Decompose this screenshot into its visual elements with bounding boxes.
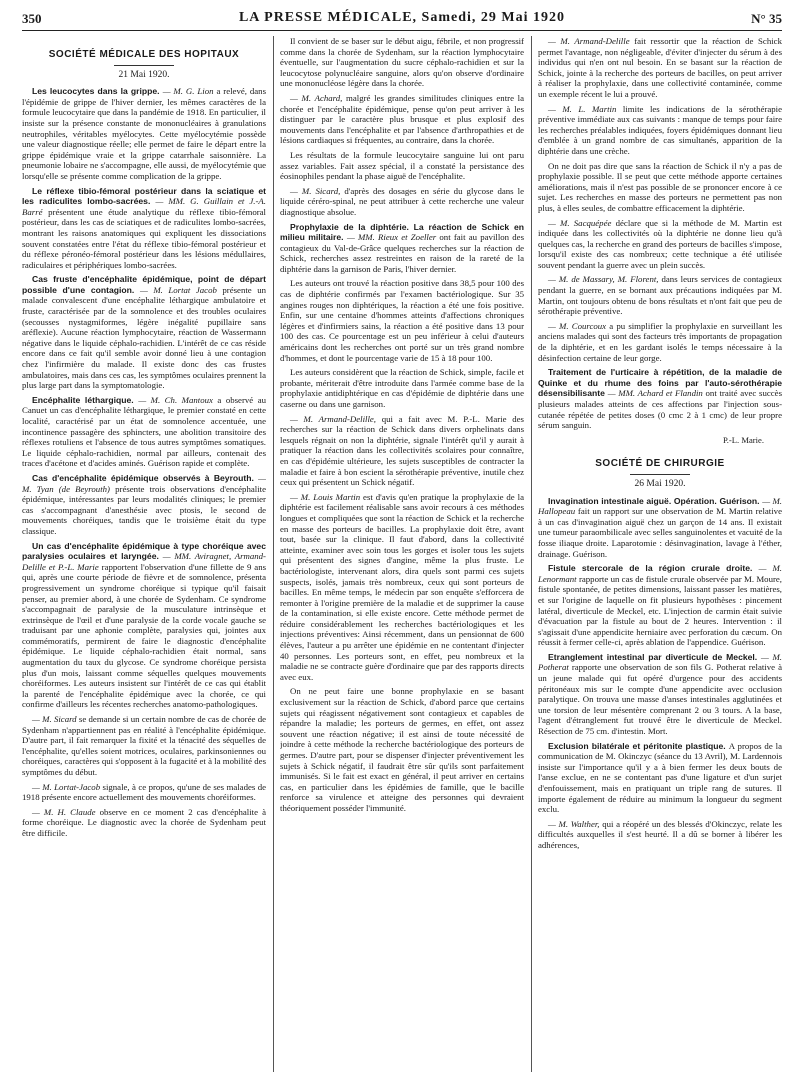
article-body: On ne peut faire une bonne prophylaxie en se basant exclusivement sur la réaction de Schick, d'abord parce que certains sujets qui réagissent négativement sont contagieux et capables de répandre la maladie; les porteurs de germes, en effet, ont assez souvent une réaction négative; il est ainsi de toute nécessité de joindre à cette méthode la recherche bactériologique des porteurs de germes. D'autre part, pour se dispenser d'injecter préventivement les sujets à Schick négatif, il faudrait être sûr qu'ils sont parfaitement immunisés. Si le fait est exact en général, il peut arriver en certains cas, en particulier dans les épidémies de famille, que le bacille renforce sa virulence et atteigne des personnes qui devraient théoriquement posséder l'immunité. bbox=[280, 686, 524, 813]
article-body: signale, à ce propos, qu'une de ses malades de 1918 présente encore actuellement des mouvements choréiformes. bbox=[22, 781, 266, 803]
article-body: qui a fait avec M. P.-L. Marie des recherches sur la réaction de Schick dans divers orphelinats dans lesquels régnait on non la diphtérie, signale l'intérêt qu'il y aurait à pratiquer la réaction dans les collectivités scolaires pour connaître, en cas d'épidémie ultérieure, les sujets susceptibles de contracter la maladie et faire à bon escient la sérothérapie préventive, inutile chez ceux qui présentent un Schick négatif. bbox=[280, 413, 524, 488]
article-authors: — M. Tyan (de Beyrouth) bbox=[22, 472, 266, 494]
article-paragraph bbox=[280, 414, 524, 488]
article-paragraph bbox=[538, 36, 782, 100]
article-authors: — M. G. Lion bbox=[162, 86, 214, 97]
article-paragraph bbox=[538, 563, 782, 648]
article-paragraph bbox=[538, 496, 782, 560]
article-body: est d'avis qu'en pratique la prophylaxie de la diphtérie est facilement réalisable sans avoir recours à ces méthodes longues et compliquées que sont la réaction de Schick et la recherche en masse des porteurs de bacilles. La prophylaxie doit être, avant tout, basée sur la clinique. Il faut d'abord, dans la collectivité atteinte, examiner avec soin tous les gorges et isoler tous les sujets qui présentent des signes d'angine, même la plus fruste. Le bactériologiste, intervenant alors, dira quels sont parmi ces sujets suspects, isolés, jamais très nombreux, ceux qui sont porteurs de bacilles. En même temps, le médecin par son enquête s'efforcera de remonter à l'origine première de la maladie et de supprimer la cause de la contamination, si elle existe encore. Cette méthode permet de réduire considérablement les recherches bactériologiques et les injections préventives: Ainsi récemment, dans un pensionnat de 600 élèves, l'auteur a pu arrêter une épidémie en ne contentant d'injecter 40 personnes. Les porteurs sont, en effet, peu nombreux et la maladie ne se contracte guère d'ordinaire que par des rapports directs avec eux. bbox=[280, 491, 524, 682]
article-paragraph bbox=[280, 367, 524, 409]
article-paragraph bbox=[22, 541, 266, 711]
newspaper-page bbox=[22, 8, 782, 1076]
article-body: fait un rapport sur une observation de M. Martin relative à un cas d'invagination aiguë chez un garçon de 14 ans. Il existait une tumeur paraombilicale avec selles sanguinolentes et vacuité de la fosse iliaque droite. Laparotomie : désinvagination, lavage à l'éther, drainage. Guérison. bbox=[538, 506, 782, 559]
article-paragraph bbox=[22, 782, 266, 803]
article-paragraph bbox=[538, 741, 782, 815]
article-paragraph bbox=[538, 218, 782, 271]
article-paragraph bbox=[22, 274, 266, 391]
article-title: Traitement de l'urticaire à répétition, de la maladie de Quinke et du rhume des foins par l'auto-sérothérapie désensibilisante bbox=[538, 367, 782, 399]
article-body: rapporte un cas de fistule crurale observée par M. Moure, fistule spontanée, de petites dimensions, laissant passer les matières, et sur l'origine de laquelle on fit plusieurs hypothèses : pincement latéral, diverticule de Meckel, etc. L'injection de carmin était suivie d'évacuation par la fistule au bout de 2 heures. Intervention : il s'agissait d'une appendicite herniaire avec perforation du cæcum. On réussit à fermer celle-ci, après ablation de l'appendice. Guérison. bbox=[538, 573, 782, 648]
article-authors: — M. Louis Martin bbox=[290, 491, 361, 502]
article-paragraph bbox=[538, 819, 782, 851]
article-body: A propos de la communication de M. Okinczyc (séance du 13 Avril), M. Lardennois insiste sur l'importance qu'il y a à bien fermer les deux bouts de l'anse exclue, en ne se contentant pas d'une ligature et d'un surjet d'enfouissement, mais en pratiquant un triple rang de sutures. Il importe également de réduire au minimum la longueur du segment exclu. bbox=[538, 740, 782, 815]
article-body: dans leurs services de contagieux pendant la guerre, en se bornant aux précautions indiquées par M. Martin, ont toujours obtenu de bons résultats et n'ont fait que peu de sérothérapie préventive. bbox=[538, 274, 782, 317]
column-rule bbox=[273, 36, 274, 1072]
article-paragraph bbox=[538, 274, 782, 316]
column-rule bbox=[531, 36, 532, 1072]
signature: P.-L. Marie. bbox=[722, 434, 764, 445]
article-body: observe en ce moment 2 cas d'encéphalite à forme choréique. Le diagnostic avec la chorée de Sydenham peut être difficile. bbox=[22, 806, 266, 838]
article-body: a observé au Canuet un cas d'encéphalite léthargique, le premier constaté en cette localité, caractérisé par un état de somnolence accentuée, une incontinence passagère des sphincters, une abolition transitoire des réflexes rotuliens et l'absence de tous autres symptômes somatiques. Le liquide céphalo-rachidien, normal par ailleurs, contenait des traces d'acétone et d'acides aminés. Guérison rapide et complète. bbox=[22, 394, 266, 469]
article-authors: — M. Lortat-Jacob bbox=[32, 781, 101, 792]
article-title: Un cas d'encéphalite épidémique à type choréique avec paralysies oculaires et laryngée. bbox=[22, 540, 266, 562]
article-paragraph bbox=[22, 714, 266, 778]
article-paragraph bbox=[280, 93, 524, 146]
article-title: Invagination intestinale aiguë. Opération. Guérison. bbox=[548, 495, 763, 506]
article-body: malgré les grandes similitudes cliniques entre la chorée et l'encéphalite épidémique, pense qu'on peut arriver à les distinguer par le caractère plus brusque et plus explosif des mouvements dans l'encéphalite et par l'absence d'arthropathies et de lésions cardiaques si fréquentes, au contraire, dans la chorée. bbox=[280, 92, 524, 146]
article-body: présentent une étude analytique du réflexe tibio-fémoral postérieur, dans les cas de sciatiques et de radiculites lombo-sacrées, montrant les raisons anatomiques qui expliquent les dissociations souvent constatées entre l'état du réflexe tibio-fémoral postérieur et du réflexe péronéo-fémoral postérieur dans les lésions médullaires, radiculaires et périphériques lombo-sacrées. bbox=[22, 206, 266, 270]
article-authors: — M. Sicard, bbox=[290, 185, 341, 196]
article-list bbox=[538, 496, 782, 851]
article-paragraph bbox=[280, 36, 524, 89]
article-body: a relevé, dans l'épidémie de grippe de l'hiver dernier, les mêmes caractères de la formule leucocytaire que dans la pandémie de 1918. En particulier, il insiste sur la présence constante de mononucléaires à granulations neutrophiles, véritables myélocytes. Cette myélocytémie possède une valeur diagnostique réelle; elle permet de faire le départ entre la grippe épidémique vraie et la grippe catarrhale saisonnière. La pneumonie lobaire ne s'accompagne, elle aussi, de myélocytémie que lorsqu'elle se présente comme complication de la grippe. bbox=[22, 86, 266, 181]
column-1 bbox=[22, 36, 266, 1072]
article-title: Prophylaxie de la diphtérie. La réaction de Schick en milieu militaire. bbox=[280, 221, 524, 243]
article-authors: — M. L. Martin bbox=[548, 103, 617, 114]
article-list bbox=[538, 36, 782, 431]
article-authors: — M. Courcoux bbox=[548, 320, 607, 331]
article-authors: — M. de Massary, M. Florent, bbox=[548, 274, 659, 285]
article-body: se demande si un certain nombre de cas de chorée de Sydenham n'appartiennent pas en réalité à l'encéphalite épidémique. D'autre part, il fait remarquer la fixité et la ténacité des séquelles de l'encéphalite, qu'elles soient motrices, oculaires, parkinsoniennes ou choréiques, caractères qui s'opposent à la fugacité et à la mobilité des symptômes du début. bbox=[22, 714, 266, 777]
section-divider bbox=[630, 474, 690, 475]
article-title: Encéphalite léthargique. bbox=[32, 394, 139, 405]
article-paragraph bbox=[22, 395, 266, 469]
article-title: Cas fruste d'encéphalite épidémique, point de départ possible d'une contagion. bbox=[22, 274, 266, 295]
article-list bbox=[22, 86, 266, 838]
article-body: limite les indications de la sérothérapie préventive immédiate aux cas suivants : manque de temps pour faire les recherches préalables indiquées, foyers épidémiques donnant lieu d'emblée à un grand nombre de cas simultanés, apparition de la diphtérie dans une crèche. bbox=[538, 103, 782, 156]
article-body: ont traité avec succès plusieurs malades atteints de ces affections par l'injection sous-cutanée répétée de petites doses (0 cmc 2 à 1 cmc) de leur propre sérum sanguin. bbox=[538, 388, 782, 431]
article-authors: — MM. Achard et Flandin bbox=[607, 388, 703, 399]
article-paragraph bbox=[22, 473, 266, 537]
article-body: On ne doit pas dire que sans la réaction de Schick il n'y a pas de prophylaxie possible. Il se peut que cette méthode apporte certaines améliorations, mais il n'est pas possible de se prononcer encore à ce sujet. Les recherches en masse des porteurs ne permettent pas non plus, à elles seules, de combattre efficacement la diphtérie. bbox=[538, 160, 782, 213]
article-authors: — M. Armand-Delille bbox=[548, 36, 630, 46]
article-paragraph bbox=[280, 186, 524, 218]
section-title: SOCIÉTÉ MÉDICALE DES HOPITAUX bbox=[48, 49, 240, 60]
article-paragraph bbox=[280, 492, 524, 683]
article-authors: — M. Sicard bbox=[32, 714, 77, 725]
article-title: Fistule stercorale de la région crurale droite. bbox=[548, 563, 759, 574]
article-paragraph bbox=[22, 86, 266, 181]
article-paragraph bbox=[538, 104, 782, 157]
article-authors: — M. Hallopeau bbox=[538, 495, 782, 517]
article-authors: — M. Lenormant bbox=[538, 563, 782, 584]
article-authors: — MM. G. Guillain et J.-A. Barré bbox=[22, 196, 266, 217]
columns bbox=[22, 36, 782, 1072]
page-number: 350 bbox=[22, 11, 42, 26]
article-body: déclare que si la méthode de M. Martin est indiquée dans les collectivités où la diphtérie ne donne lieu qu'à quelques cas, la recherche en grand des porteurs de bacilles s'impose, lorsqu'il existe des cas nombreux; cette technique a été utilisée souvent pendant la guerre avec un plein succès. bbox=[538, 217, 782, 270]
article-body: ont fait au pavillon des contagieux du Val-de-Grâce quelques recherches sur la réaction de Schick, recherches assez restreintes en raison de la rareté de la diphtérie dans la garnison de Paris, l'hiver dernier. bbox=[280, 232, 524, 274]
article-authors: — MM. Rieux et Zoeller bbox=[346, 232, 437, 243]
article-body: a pu simplifier la prophylaxie en surveillant les anciens malades qui sont des facteurs très importants de propagation de la diphtérie, et en les gardant isolés le temps nécessaire à la désinfection certaine de leur gorge. bbox=[538, 320, 782, 363]
article-body: Les auteurs considèrent que la réaction de Schick, simple, facile et probante, mériterait d'être introduite dans l'armée comme base de la prophylaxie antidiphtérique en cas d'épidémie de diphtérie dans une caserne ou dans une garnison. bbox=[280, 367, 524, 409]
article-paragraph bbox=[538, 161, 782, 214]
section-divider bbox=[114, 65, 174, 66]
journal-title: LA PRESSE MÉDICALE, Samedi, 29 Mai 1920 bbox=[238, 10, 566, 25]
article-authors: — M. Walther, bbox=[548, 818, 600, 829]
page-header bbox=[22, 8, 782, 31]
article-paragraph bbox=[280, 222, 524, 275]
article-authors: — M. Ch. Mantoux bbox=[138, 394, 213, 405]
article-title: Etranglement intestinal par diverticule de Meckel. bbox=[548, 651, 762, 662]
article-authors: — MM. Aviragnet, Armand-Delille et P.-L. Marie bbox=[22, 551, 266, 572]
article-title: Le réflexe tibio-fémoral postérieur dans la sciatique et les radiculites lombo-sacrées. bbox=[22, 185, 266, 207]
section-title: SOCIÉTÉ DE CHIRURGIE bbox=[595, 458, 725, 470]
section-date: 21 Mai 1920. bbox=[118, 69, 170, 80]
article-title: Exclusion bilatérale et péritonite plastique. bbox=[548, 740, 729, 751]
column-2 bbox=[280, 36, 524, 1072]
article-paragraph bbox=[22, 807, 266, 839]
article-body: Les résultats de la formule leucocytaire sanguine lui ont paru assez variables. Fait assez spécial, il a constaté la persistance des éosinophiles pendant la phase aiguë de l'encéphalite. bbox=[280, 149, 524, 182]
article-paragraph bbox=[22, 186, 266, 271]
article-authors: — M. Potherat bbox=[538, 651, 782, 673]
article-list bbox=[280, 36, 524, 814]
article-title: Les leucocytes dans la grippe. bbox=[32, 86, 163, 97]
article-body: rapporte une observation de son fils G. Potherat relative à un jeune malade qui fut opéré d'urgence pour des accidents péritonéaux mis sur le compte d'une appendicite avec occlusion paralytique. On trouva une masse d'anses intestinales agglutinées et une torsion de leur mésentère comprenant 2 ou 3 tours. A la base, l'agent d'étranglement fut trouvé être le diverticule de Meckel. Résection de 75 cm. d'intestin. Mort. bbox=[538, 662, 782, 737]
article-paragraph bbox=[280, 686, 524, 813]
issue-number: N° 35 bbox=[751, 11, 782, 26]
article-paragraph bbox=[538, 367, 782, 431]
article-title: Cas d'encéphalite épidémique observés à Beyrouth. bbox=[32, 472, 259, 483]
article-authors: — M. Sacquépée bbox=[548, 217, 612, 228]
article-body: d'après des dosages en série du glycose dans le liquide céréro-spinal, ne peut attribuer à cette recherche une valeur diagnostique absolue. bbox=[280, 185, 524, 217]
article-body: rapportent l'observation d'une fillette de 9 ans qui, après une courte période de fièvre et de somnolence, présenta progressivement un syndrome choréique si typique qu'il faisait penser, au premier abord, à une chorée de Sydenham. Ce syndrome s'accompagnait de paralysie de la musculature intrinsèque et extrinsèque de l'œil et d'une paralysie de la corde vocale gauche se traduisant par une aphonie complète, paralysies qui, jointes aux commémoratifs, permirent de faire le diagnostic d'encéphalite épidémique. Le liquide céphalo-rachidien était normal, sans augmentation du taux du glycose. Ce syndrome choréique persista plus d'un mois, laissant comme séquelles quelques mouvements choréiformes. Les auteurs insistent sur l'intérêt de ce cas qui établit la parenté de l'encéphalite épidémique avec la chorée, ce qui confirme d'ailleurs les récentes recherches anatomo-pathologiques. bbox=[22, 561, 266, 710]
column-3 bbox=[538, 36, 782, 1072]
article-body: présente trois observations d'encéphalite épidémique, intéressantes par leurs modalités cliniques; le premier cas s'accompagnant d'anesthésie avec ptosis, le second de mouvements choréiques, tandis que le troisième était du type classique. bbox=[22, 483, 266, 536]
section-date: 26 Mai 1920. bbox=[634, 478, 686, 489]
article-body: fait ressortir que la réaction de Schick permet l'avantage, non négligeable, d'éviter d'injecter du sérum à des individus qui n'en ont nul besoin. En se basant sur la réaction de Schick, jointe à la recherche des porteurs de bacilles, on peut arriver à réaliser la prophylaxie, dans une collectivité contaminée, comme un exemple récent le lui a prouvé. bbox=[538, 36, 782, 99]
article-body: qui a réopéré un des blessés d'Okinczyc, relate les difficultés auxquelles il s'est heurté. Il a dû se borner à libérer les adhérences, bbox=[538, 818, 782, 850]
article-paragraph bbox=[280, 278, 524, 363]
article-authors: — M. H. Claude bbox=[32, 806, 96, 817]
article-body: Il convient de se baser sur le début aigu, fébrile, et non progressif comme dans la chorée de Sydenham, sur la réaction lymphocytaire éventuelle, sur l'augmentation du sucre céphalo-rachidien et sur la leucocytose polynucléaire sanguine, alors qu'on observe d'ordinaire une mononucléose légère dans la chorée. bbox=[280, 36, 524, 89]
article-paragraph bbox=[280, 150, 524, 182]
article-body: présente un malade convalescent d'une encéphalite léthargique ambulatoire et fruste, caractérisée par de la somnolence et des troubles oculaires (secousses nystagmiformes, légère inégalité pupillaire sans aréflexie). Aucune réaction lymphocytaire, réaction de Wassermann négative dans le liquide céphalo-rachidien. L'intérêt de ce cas réside encore dans ce fait qu'il semble avoir donné lieu à une contagion chez l'infirmière du malade. Il existe donc des cas frustes ambulatoires, mais dans ces cas, les symptômes oculaires prennent la plus large part dans la symptomatologie. bbox=[22, 284, 266, 391]
article-paragraph bbox=[538, 652, 782, 737]
article-authors: — M. Armand-Delille, bbox=[290, 413, 377, 424]
article-body: Les auteurs ont trouvé la réaction positive dans 38,5 pour 100 des cas de diphtérie confirmés par l'examen bactériologique. Sur 35 angines rouges non diphtériques, la réaction a été une fois positive. Enfin, sur une centaine d'hommes atteints d'affections chroniques légères et d'infirmiers sains, la réaction a été positive dans 13 pour 100 des cas. Ce pourcentage est un peu inférieur à celui d'auteurs américains dont les recherches ont porté sur un très grand nombre d'hommes, et dont le pourcentage varie de 15 à 18 pour 100. bbox=[280, 278, 524, 363]
article-authors: — M. Lortat Jacob bbox=[139, 284, 217, 295]
article-paragraph bbox=[538, 321, 782, 363]
article-authors: — M. Achard, bbox=[290, 92, 343, 103]
